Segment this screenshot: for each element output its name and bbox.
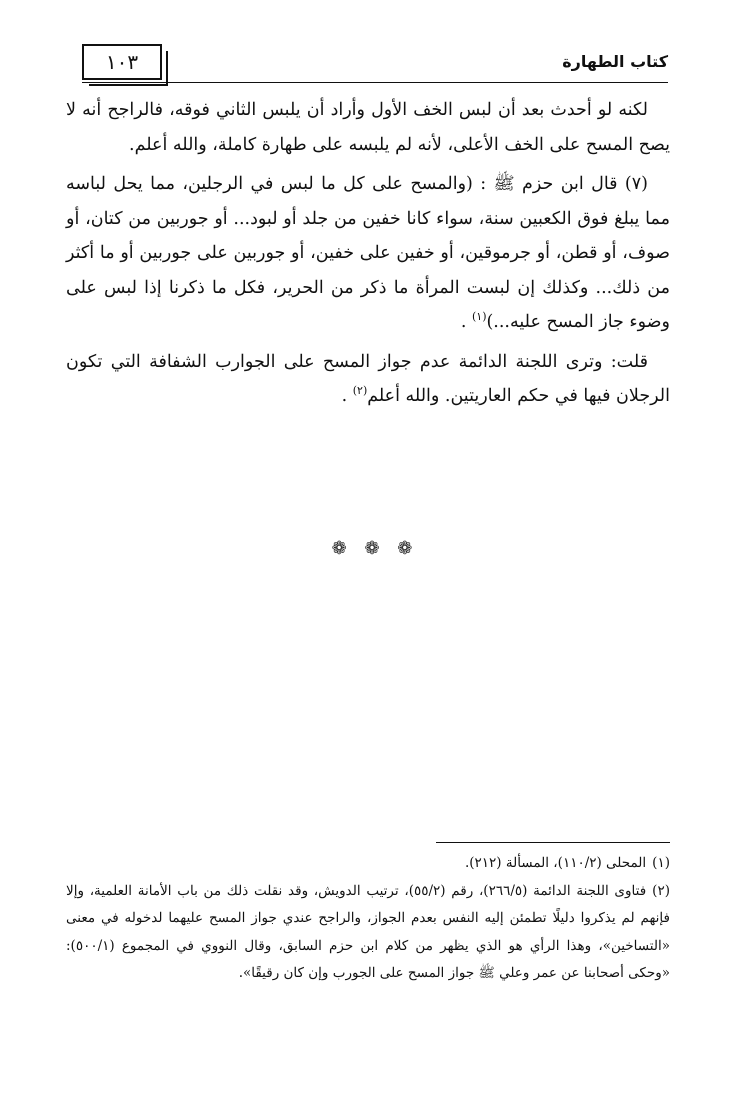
running-title: كتاب الطهارة [562,52,668,71]
section-ornament: ❁ ❁ ❁ [331,538,419,559]
page-number: ١٠٣ [105,50,139,74]
paragraph-3-end: . [341,386,353,406]
paragraph-3-text: قلت: وترى اللجنة الدائمة عدم جواز المسح على الجوارب الشفافة التي تكون الرجلان فيها في حكم العاريتين. والله أعلم [66,351,670,406]
footnote-rule [436,842,670,843]
paragraph-3 [66,345,670,414]
footnote-2-text: فتاوى اللجنة الدائمة (٢٦٦/٥)، رقم (٥٥/٢)، ترتيب الدويش، وقد نقلت ذلك من باب الأمانة العلمية، وإلا فإنهم لم يذكروا دليلًا تطمئن إليه النفس بعدم الجواز، والراجح عندي جواز المسح عليهما لدخوله في معنى «التساخين»، وهذا الرأي هو الذي يظهر من كلام ابن حزم السابق، وقال النووي في المجموع (٥٠٠/١): «وحكى أصحابنا عن عمر وعلي ﷺ جواز المسح على الجورب وإن كان رقيقًا». [66,882,670,981]
footnote-2-number: (٢) [652,882,670,899]
footnotes [66,850,670,988]
footnote-1-number: (١) [652,855,670,871]
paragraph-1: لكنه لو أحدث بعد أن لبس الخف الأول وأراد أن يلبس الثاني فوقه، فالراجح أنه لا يصح المسح على الخف الأعلى، لأنه لم يلبسه على طهارة كاملة، والله أعلم. [66,100,670,155]
footnote-1-text: المحلى (١١٠/٢)، المسألة (٢١٢). [464,855,647,871]
footnote-1 [66,850,670,878]
main-text [66,93,670,419]
footnote-2 [66,878,670,988]
footnote-ref-1: (١) [471,310,487,324]
paragraph-2 [66,167,670,340]
footnote-ref-2: (٢) [352,384,368,398]
paragraph-2-text: (٧) قال ابن حزم ﷺ : (والمسح على كل ما لبس في الرجلين، مما يحل لباسه مما يبلغ فوق الكعبين سنة، سواء كانا خفين من جلد أو لبود... أو جوربين من كتان، أو صوف، أو قطن، أو جرموقين، أو خفين على خفين، أو جوربين على جوربين أو ما أكثر من ذلك... وكذلك إن لبست المرأة ما ذكر من الحرير، فكل ما ذكرنا إذا لبس على وضوء جاز المسح عليه...) [66,174,670,332]
header-rule [82,82,668,83]
paragraph-2-end: . [460,312,472,332]
page-number-box [82,44,162,80]
